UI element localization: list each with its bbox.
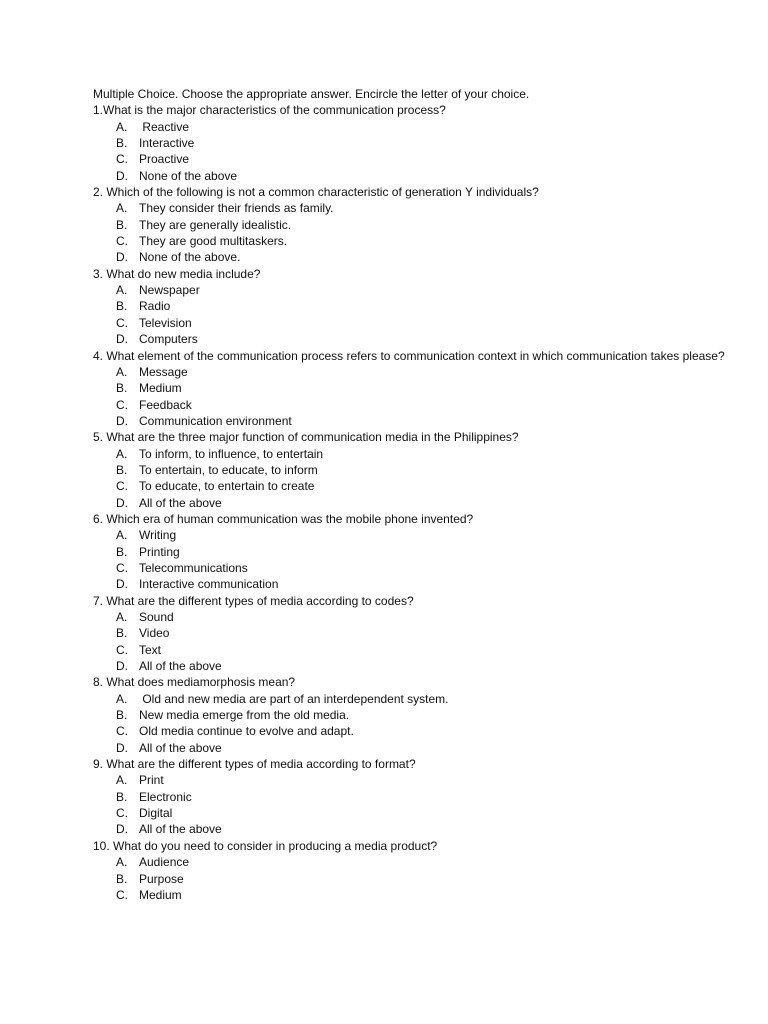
question-text: 8. What does mediamorphosis mean? bbox=[93, 675, 296, 690]
answer-option bbox=[93, 380, 733, 396]
option-letter: B. bbox=[116, 299, 128, 314]
answer-option bbox=[93, 249, 733, 265]
option-text: Radio bbox=[139, 299, 171, 314]
answer-option bbox=[93, 544, 733, 560]
answer-option bbox=[93, 462, 733, 478]
option-text: Medium bbox=[139, 381, 182, 396]
answer-option bbox=[93, 887, 733, 903]
option-letter: B. bbox=[116, 626, 128, 641]
option-text: Interactive bbox=[139, 136, 195, 151]
option-letter: D. bbox=[116, 740, 128, 755]
answer-option bbox=[93, 364, 733, 380]
option-text: Telecommunications bbox=[139, 560, 248, 575]
question-list bbox=[93, 102, 733, 903]
option-letter: A. bbox=[116, 283, 128, 298]
option-text: Proactive bbox=[139, 152, 190, 167]
answer-option bbox=[93, 495, 733, 511]
answer-option bbox=[93, 397, 733, 413]
question-text: 9. What are the different types of media according to format? bbox=[93, 757, 416, 772]
option-text: Text bbox=[139, 642, 162, 657]
option-letter: D. bbox=[116, 250, 128, 265]
option-letter: C. bbox=[116, 152, 128, 167]
option-letter: C. bbox=[116, 397, 128, 412]
answer-option bbox=[93, 772, 733, 788]
answer-option bbox=[93, 854, 733, 870]
answer-option bbox=[93, 609, 733, 625]
answer-option bbox=[93, 151, 733, 167]
option-text: Television bbox=[139, 315, 192, 330]
answer-option bbox=[93, 642, 733, 658]
answer-option bbox=[93, 298, 733, 314]
option-text: Message bbox=[139, 364, 188, 379]
option-text: To entertain, to educate, to inform bbox=[139, 462, 318, 477]
option-text: None of the above. bbox=[139, 250, 241, 265]
option-letter: D. bbox=[116, 413, 128, 428]
question-text: 4. What element of the communication process refers to communication context in which communication takes please? bbox=[93, 348, 725, 363]
answer-option bbox=[93, 478, 733, 494]
question-block bbox=[93, 184, 733, 266]
question-block bbox=[93, 674, 733, 756]
option-letter: A. bbox=[116, 364, 128, 379]
answer-option bbox=[93, 233, 733, 249]
option-letter: A. bbox=[116, 773, 128, 788]
option-text: All of the above bbox=[139, 822, 222, 837]
option-letter: B. bbox=[116, 136, 128, 151]
question-block bbox=[93, 593, 733, 675]
answer-option bbox=[93, 805, 733, 821]
option-text: Reactive bbox=[139, 119, 190, 134]
option-letter: B. bbox=[116, 217, 128, 232]
question-block bbox=[93, 511, 733, 593]
option-letter: C. bbox=[116, 315, 128, 330]
option-text: Purpose bbox=[139, 871, 184, 886]
option-text: Printing bbox=[139, 544, 180, 559]
option-text: Newspaper bbox=[139, 283, 200, 298]
option-letter: C. bbox=[116, 642, 128, 657]
answer-option bbox=[93, 723, 733, 739]
question-block bbox=[93, 429, 733, 511]
question-block bbox=[93, 838, 733, 903]
option-letter: D. bbox=[116, 577, 128, 592]
question-block bbox=[93, 266, 733, 348]
answer-option bbox=[93, 625, 733, 641]
answer-option bbox=[93, 217, 733, 233]
option-text: Sound bbox=[139, 610, 174, 624]
option-letter: C. bbox=[116, 234, 128, 249]
answer-option bbox=[93, 560, 733, 576]
option-text: Old media continue to evolve and adapt. bbox=[139, 724, 354, 739]
option-letter: B. bbox=[116, 381, 128, 396]
option-text: To inform, to influence, to entertain bbox=[139, 446, 324, 461]
option-text: Digital bbox=[139, 806, 173, 821]
option-text: None of the above bbox=[139, 168, 238, 183]
option-letter: D. bbox=[116, 168, 128, 183]
option-text: Medium bbox=[139, 887, 182, 902]
answer-option bbox=[93, 315, 733, 331]
option-text: They are good multitaskers. bbox=[139, 234, 288, 249]
option-text: Interactive communication bbox=[139, 577, 279, 592]
option-letter: B. bbox=[116, 789, 128, 804]
answer-option bbox=[93, 527, 733, 543]
answer-option bbox=[93, 331, 733, 347]
question-text: 5. What are the three major function of communication media in the Philippines? bbox=[93, 430, 519, 445]
option-text: Writing bbox=[139, 528, 177, 543]
option-text: Audience bbox=[139, 855, 190, 870]
answer-option bbox=[93, 740, 733, 756]
option-text: Electronic bbox=[139, 789, 192, 804]
option-letter: A. bbox=[116, 119, 128, 134]
option-letter: D. bbox=[116, 659, 128, 674]
option-letter: C. bbox=[116, 724, 128, 739]
option-letter: C. bbox=[116, 887, 128, 902]
option-letter: D. bbox=[116, 332, 128, 347]
instructions-text: Multiple Choice. Choose the appropriate answer. Encircle the letter of your choice. bbox=[93, 87, 530, 101]
answer-option bbox=[93, 413, 733, 429]
option-letter: B. bbox=[116, 708, 128, 723]
quiz-document bbox=[93, 86, 733, 903]
answer-option bbox=[93, 282, 733, 298]
option-letter: A. bbox=[116, 201, 128, 216]
option-text: They are generally idealistic. bbox=[139, 217, 292, 232]
answer-option bbox=[93, 789, 733, 805]
option-text: They consider their friends as family. bbox=[139, 201, 334, 216]
question-text: 1.What is the major characteristics of the communication process? bbox=[93, 103, 446, 118]
option-letter: C. bbox=[116, 560, 128, 575]
answer-option bbox=[93, 168, 733, 184]
option-letter: A. bbox=[116, 446, 128, 461]
answer-option bbox=[93, 707, 733, 723]
option-text: Print bbox=[139, 773, 164, 788]
option-letter: B. bbox=[116, 871, 128, 886]
question-block bbox=[93, 102, 733, 184]
option-letter: D. bbox=[116, 495, 128, 510]
option-letter: D. bbox=[116, 822, 128, 837]
option-text: All of the above bbox=[139, 495, 222, 510]
option-text: Old and new media are part of an interdependent system. bbox=[139, 691, 449, 706]
question-block bbox=[93, 348, 733, 430]
answer-option bbox=[93, 200, 733, 216]
question-text: 6. Which era of human communication was the mobile phone invented? bbox=[93, 511, 474, 526]
answer-option bbox=[93, 691, 733, 707]
answer-option bbox=[93, 576, 733, 592]
question-text: 7. What are the different types of media according to codes? bbox=[93, 593, 414, 608]
question-text: 2. Which of the following is not a common characteristic of generation Y individuals? bbox=[93, 185, 539, 200]
question-text: 10. What do you need to consider in producing a media product? bbox=[93, 838, 438, 853]
option-letter: A. bbox=[116, 610, 128, 624]
answer-option bbox=[93, 871, 733, 887]
answer-option bbox=[93, 446, 733, 462]
question-text: 3. What do new media include? bbox=[93, 266, 261, 281]
option-letter: A. bbox=[116, 528, 128, 543]
option-text: New media emerge from the old media. bbox=[139, 708, 350, 723]
answer-option bbox=[93, 119, 733, 135]
option-letter: B. bbox=[116, 544, 128, 559]
option-text: Feedback bbox=[139, 397, 192, 412]
option-text: Communication environment bbox=[139, 413, 292, 428]
option-text: To educate, to entertain to create bbox=[139, 479, 315, 494]
option-letter: C. bbox=[116, 806, 128, 821]
option-text: All of the above bbox=[139, 659, 222, 674]
answer-option bbox=[93, 135, 733, 151]
option-letter: A. bbox=[116, 691, 128, 706]
option-text: Video bbox=[139, 626, 170, 641]
answer-option bbox=[93, 658, 733, 674]
option-letter: C. bbox=[116, 479, 128, 494]
option-text: All of the above bbox=[139, 740, 222, 755]
option-letter: A. bbox=[116, 855, 128, 870]
question-block bbox=[93, 756, 733, 838]
answer-option bbox=[93, 821, 733, 837]
option-letter: B. bbox=[116, 462, 128, 477]
option-text: Computers bbox=[139, 332, 198, 347]
